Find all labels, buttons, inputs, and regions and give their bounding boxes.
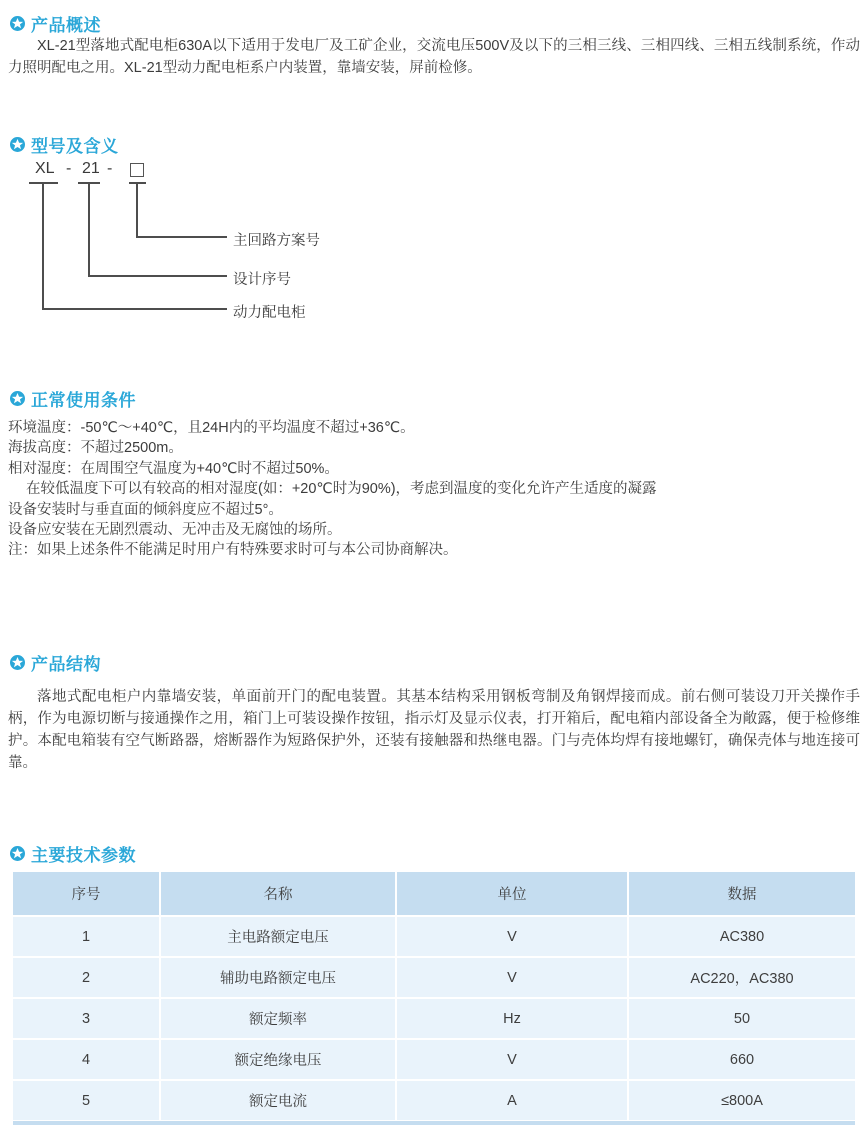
section-title: 产品概述 [31,16,101,35]
table-cell: 3 [13,999,159,1038]
next-table-header-partial [13,1121,855,1125]
table-cell: 2 [13,958,159,997]
section-title: 产品结构 [31,655,101,674]
condition-line: 注：如果上述条件不能满足时用户有特殊要求时可与本公司协商解决。 [8,542,458,559]
section-title: 主要技术参数 [31,846,136,865]
table-header-name: 名称 [161,872,395,915]
table-cell: 660 [629,1040,855,1079]
diagram-leader-line [88,275,227,277]
table-cell: V [397,1040,627,1079]
model-prefix: XL [35,160,55,177]
condition-line: 海拔高度：不超过2500m。 [8,440,183,457]
table-cell: 额定电流 [161,1081,395,1120]
table-cell: Hz [397,999,627,1038]
circled-star-icon [10,16,25,31]
section-title: 型号及含义 [31,137,119,156]
table-cell: 50 [629,999,855,1038]
structure-paragraph: 落地式配电柜户内靠墙安装，单面前开门的配电装置。其基本结构采用钢板弯制及角钢焊接而成。前右侧可装设刀开关操作手柄，作为电源切断与接通操作之用，箱门上可装设操作按钮，指示灯及显示仪表，打开箱后，配电箱内部设备全为敞露，便于检修维护。本配电箱装有空气断路器，熔断器作为短路保护外，还装有接触器和热继电器。门与壳体均焊有接地螺钉，确保壳体与地连接可靠。 [8,689,860,771]
table-header-unit: 单位 [397,872,627,915]
circled-star-icon [10,846,25,861]
branch-label-cabinet: 动力配电柜 [233,305,306,321]
table-cell: 辅助电路额定电压 [161,958,395,997]
condition-line: 设备安装时与垂直面的倾斜度应不超过5°。 [8,501,283,518]
branch-label-scheme: 主回路方案号 [233,233,320,249]
model-designation-diagram [29,160,449,332]
branch-label-design: 设计序号 [233,272,291,288]
section-heading-conditions [10,386,136,411]
model-dash: - [66,160,72,177]
table-cell: 额定绝缘电压 [161,1040,395,1079]
condition-line: 环境温度：-50℃～+40℃，且24H内的平均温度不超过+36℃。 [8,420,415,436]
diagram-leader-line [42,308,227,310]
table-cell: AC220，AC380 [629,958,855,997]
table-cell: 1 [13,917,159,956]
table-cell: V [397,958,627,997]
circled-star-icon [10,655,25,670]
table-cell: A [397,1081,627,1120]
section-heading-model [10,132,119,157]
parameters-table [13,872,855,1120]
circled-star-icon [10,137,25,152]
overview-paragraph: XL-21型落地式配电柜630A以下适用于发电厂及工矿企业，交流电压500V及以下的三相三线、三相四线、三相五线制系统，作动力照明配电之用。XL-21型动力配电柜系户内装置，靠墙安装，屏前检修。 [8,38,860,76]
model-series: 21 [82,160,100,177]
condition-line: 相对湿度：在周围空气温度为+40℃时不超过50%。 [8,460,339,477]
section-heading-structure [10,650,101,675]
table-header-data: 数据 [629,872,855,915]
section-heading-parameters [10,841,136,866]
circled-star-icon [10,391,25,406]
diagram-leader-line [42,182,44,310]
conditions-list [8,418,860,561]
table-cell: ≤800A [629,1081,855,1120]
condition-line: 设备应安装在无剧烈震动、无冲击及无腐蚀的场所。 [8,521,342,538]
section-heading-overview [10,11,101,36]
table-cell: 5 [13,1081,159,1120]
section-title: 正常使用条件 [31,391,136,410]
model-dash: - [107,160,113,177]
scheme-number-placeholder-box [130,163,144,177]
table-cell: AC380 [629,917,855,956]
diagram-leader-line [136,182,138,238]
condition-line: 在较低温度下可以有较高的相对湿度(如：+20℃时为90%)，考虑到温度的变化允许产生适度的凝露 [26,481,657,498]
table-cell: 4 [13,1040,159,1079]
diagram-leader-line [88,182,90,277]
table-cell: V [397,917,627,956]
table-cell: 额定频率 [161,999,395,1038]
table-cell: 主电路额定电压 [161,917,395,956]
diagram-leader-line [136,236,227,238]
table-header-no: 序号 [13,872,159,915]
